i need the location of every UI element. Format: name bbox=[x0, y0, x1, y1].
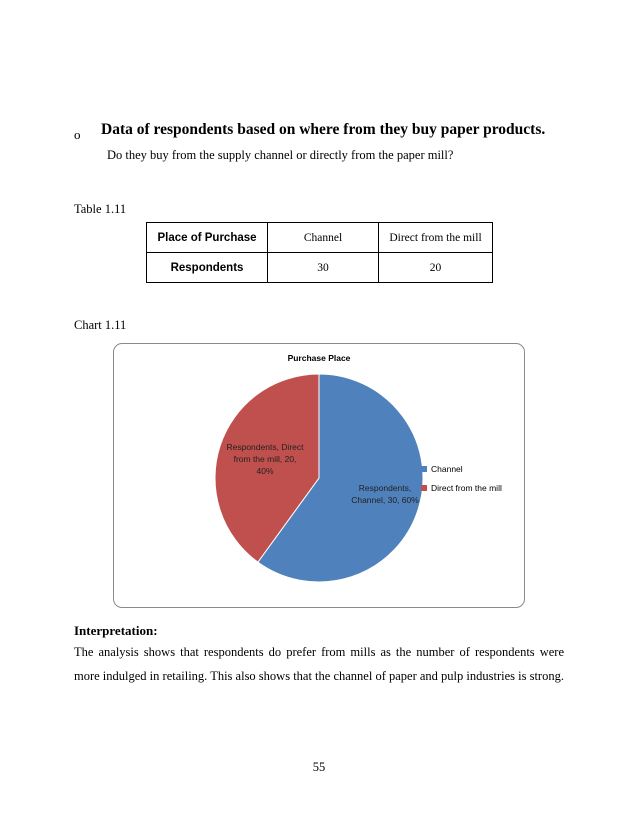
table-row bbox=[147, 253, 493, 283]
legend-item bbox=[421, 459, 502, 478]
legend-label: Channel bbox=[431, 463, 463, 474]
table-header-row bbox=[147, 223, 493, 253]
section-question: Do they buy from the supply channel or directly from the paper mill? bbox=[107, 148, 454, 162]
table-header-cell: Place of Purchase bbox=[147, 223, 268, 253]
purchase-table bbox=[146, 222, 493, 283]
table-cell: 20 bbox=[379, 253, 493, 283]
table-header-cell: Channel bbox=[268, 223, 379, 253]
page-number: 55 bbox=[312, 760, 326, 774]
interpretation-title: Interpretation: bbox=[74, 623, 158, 638]
table-header-cell: Direct from the mill bbox=[379, 223, 493, 253]
table-caption: Table 1.11 bbox=[74, 202, 127, 216]
chart-legend bbox=[421, 459, 502, 497]
pie-chart bbox=[113, 343, 525, 608]
list-bullet: o bbox=[74, 127, 81, 142]
data-label-channel: Respondents, Channel, 30, 60% bbox=[351, 483, 419, 505]
section-heading: Data of respondents based on where from they buy paper products. bbox=[101, 121, 546, 138]
table-cell: 30 bbox=[268, 253, 379, 283]
legend-swatch-channel bbox=[421, 466, 427, 472]
legend-item bbox=[421, 478, 502, 497]
legend-swatch-direct bbox=[421, 485, 427, 491]
chart-caption: Chart 1.11 bbox=[74, 318, 127, 332]
data-label-direct: Respondents, Direct from the mill, 20, 40% bbox=[226, 442, 304, 476]
legend-label: Direct from the mill bbox=[431, 482, 502, 493]
table-cell: Respondents bbox=[147, 253, 268, 283]
interpretation-text: The analysis shows that respondents do prefer from mills as the number of respondents were more indulged in retailing. This also shows that the channel of paper and pulp industries is strong. bbox=[74, 645, 564, 683]
chart-title: Purchase Place bbox=[287, 353, 351, 363]
